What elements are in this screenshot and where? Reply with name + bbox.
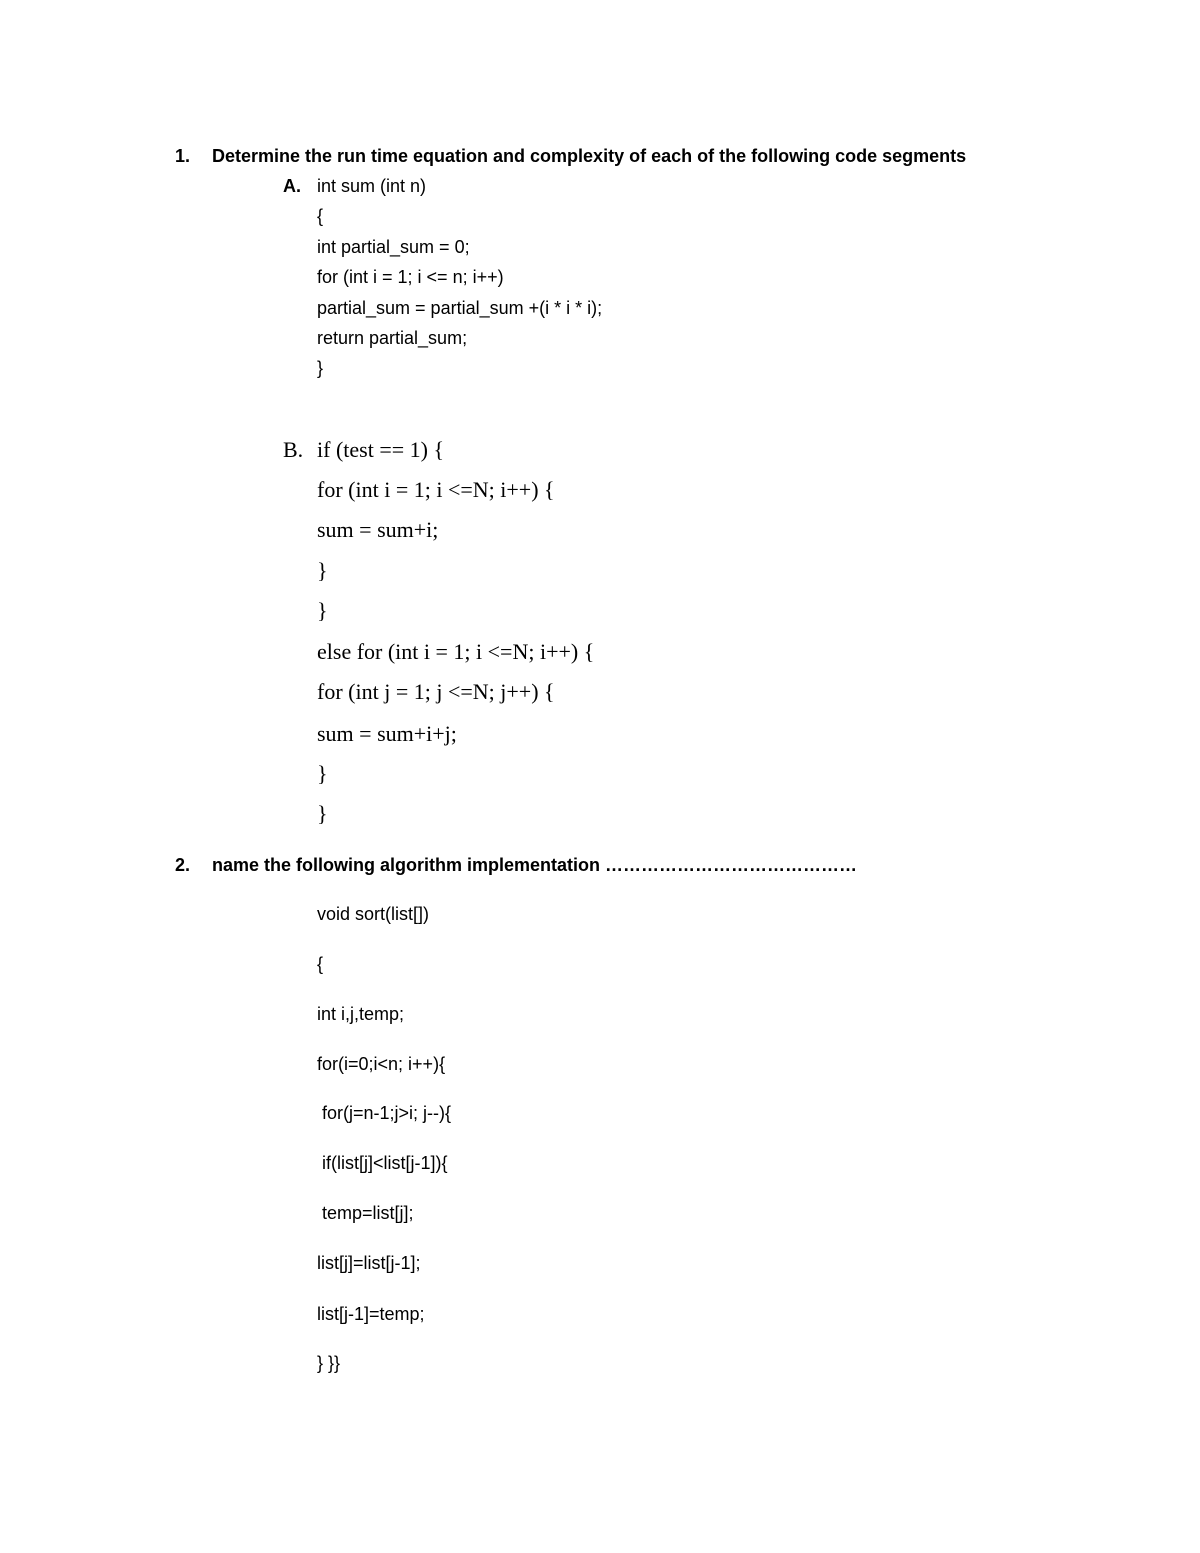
part-a-label: A. — [283, 176, 301, 196]
q2-code-line: for(j=n-1;j>i; j--){ — [317, 1103, 452, 1123]
part-b-line: if (test == 1) { — [317, 437, 445, 462]
q2-code-line: void sort(list[]) — [317, 904, 430, 924]
part-a-line: } — [317, 358, 324, 378]
part-b-line: } — [317, 598, 328, 623]
part-b-line: } — [317, 801, 328, 826]
part-a-line: { — [317, 206, 324, 226]
question-1-number: 1. — [175, 146, 191, 166]
part-a-line: return partial_sum; — [317, 328, 468, 348]
part-b-line: for (int i = 1; i <=N; i++) { — [317, 477, 555, 502]
question-2-heading: name the following algorithm implementation …………………………………… — [212, 855, 858, 875]
q2-code-line: { — [317, 954, 324, 974]
part-b-line: sum = sum+i; — [317, 517, 439, 542]
q2-code-line: list[j-1]=temp; — [317, 1304, 425, 1324]
q2-code-line: int i,j,temp; — [317, 1004, 405, 1024]
q2-code-line: temp=list[j]; — [317, 1203, 414, 1223]
q2-code-line: for(i=0;i<n; i++){ — [317, 1054, 446, 1074]
question-1-heading: Determine the run time equation and complexity of each of the following code segments — [212, 146, 967, 166]
part-b-label: B. — [283, 437, 304, 462]
question-2-number: 2. — [175, 855, 191, 875]
q2-code-line: list[j]=list[j-1]; — [317, 1253, 421, 1273]
q2-code-line: if(list[j]<list[j-1]){ — [317, 1153, 448, 1173]
part-b-line: } — [317, 558, 328, 583]
part-a-line: for (int i = 1; i <= n; i++) — [317, 267, 504, 287]
part-b-line: else for (int i = 1; i <=N; i++) { — [317, 639, 595, 664]
part-a-line: partial_sum = partial_sum +(i * i * i); — [317, 298, 603, 318]
part-b-line: sum = sum+i+j; — [317, 721, 457, 746]
q2-code-line: } }} — [317, 1353, 341, 1373]
part-b-line: } — [317, 761, 328, 786]
part-a-line: int partial_sum = 0; — [317, 237, 470, 257]
part-a-line: int sum (int n) — [317, 176, 427, 196]
part-b-line: for (int j = 1; j <=N; j++) { — [317, 679, 555, 704]
